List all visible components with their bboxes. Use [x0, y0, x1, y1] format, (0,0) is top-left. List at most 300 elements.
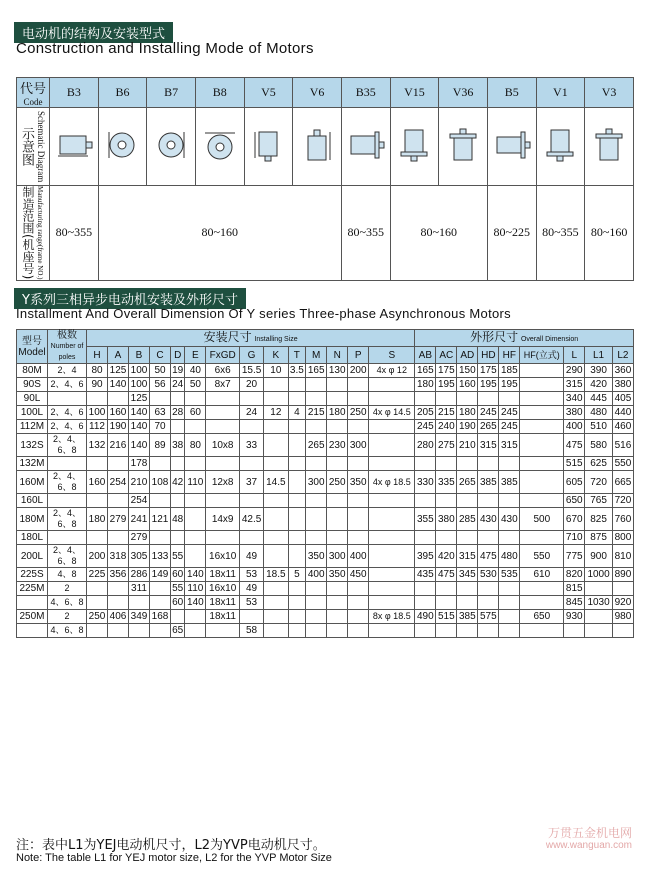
table-cell [436, 531, 457, 545]
table-cell [171, 420, 185, 434]
install-header-en: Installing Size [254, 335, 298, 343]
table-cell [348, 420, 369, 434]
table-cell: 160L [17, 494, 48, 508]
schematic-b7 [147, 108, 196, 186]
table-cell [239, 531, 263, 545]
code-b7: B7 [147, 78, 196, 108]
col-header: A [108, 347, 129, 364]
table-cell [327, 392, 348, 406]
table-cell: 980 [612, 610, 633, 624]
table-cell: 475 [564, 434, 585, 457]
table-cell [415, 531, 436, 545]
table-cell [478, 494, 499, 508]
table-cell: 24 [172, 379, 184, 390]
table-row [17, 545, 634, 568]
table-cell: 240 [436, 420, 457, 434]
table-cell: 60 [185, 406, 206, 420]
table-cell: 49 [239, 582, 263, 596]
table-cell [369, 545, 415, 568]
table-cell: 2、4、6、8 [48, 471, 87, 494]
table-cell [327, 596, 348, 610]
table-cell [306, 596, 327, 610]
table-cell: 175 [436, 364, 457, 378]
table-cell: 53 [239, 568, 263, 582]
table-cell: 350 [327, 568, 348, 582]
schematic-b6 [98, 108, 147, 186]
table-cell: 720 [585, 471, 613, 494]
table-cell [348, 494, 369, 508]
table-cell: 50 [150, 364, 171, 378]
table-cell: 480 [585, 406, 613, 420]
table-cell: 165 [306, 364, 327, 378]
table-cell [520, 392, 564, 406]
table-cell: 180 [327, 406, 348, 420]
table-cell [185, 420, 206, 434]
table-cell: 815 [564, 582, 585, 596]
table-cell: 920 [612, 596, 633, 610]
table-cell [369, 457, 415, 471]
table-cell: 65 [172, 625, 184, 636]
table-cell: 6x6 [206, 364, 240, 378]
table-cell: 19 [172, 365, 184, 376]
table-cell [129, 624, 150, 638]
poles-header-en: Number of poles [50, 343, 84, 361]
table-cell: 340 [564, 392, 585, 406]
table-cell [108, 457, 129, 471]
table-cell: 200 [87, 545, 108, 568]
table-cell [87, 457, 108, 471]
table-cell: 245 [415, 420, 436, 434]
table-cell: 490 [415, 610, 436, 624]
table-cell [369, 531, 415, 545]
table-row [17, 596, 634, 610]
watermark-cn: 万贯五金机电网 [547, 826, 632, 840]
table-cell [264, 420, 288, 434]
table-cell [185, 392, 206, 406]
schematic-header-en: Schematic Diagram [36, 110, 46, 183]
table-cell: 650 [564, 494, 585, 508]
dimension-table-body [17, 364, 634, 638]
table-cell: 420 [436, 545, 457, 568]
col-header: L1 [585, 347, 613, 364]
table-cell: 160M [17, 471, 48, 494]
table-cell: 395 [415, 545, 436, 568]
table-cell [612, 624, 633, 638]
table-row [17, 494, 634, 508]
table-cell [520, 364, 564, 378]
table-cell: 132S [17, 434, 48, 457]
table-cell: 60 [172, 597, 184, 608]
table-cell: 18.5 [264, 568, 288, 582]
table-cell: 180 [87, 508, 108, 531]
table-cell [436, 392, 457, 406]
table-cell [264, 582, 288, 596]
table-cell [108, 624, 129, 638]
table-cell: 510 [585, 420, 613, 434]
table-cell [369, 582, 415, 596]
table-cell [306, 378, 327, 392]
table-cell: 385 [499, 471, 520, 494]
table-cell: 311 [129, 582, 150, 596]
table-cell: 380 [436, 508, 457, 531]
table-cell: 665 [612, 471, 633, 494]
table-cell: 20 [239, 378, 263, 392]
table-cell [478, 457, 499, 471]
code-v6: V6 [293, 78, 342, 108]
table-cell [87, 596, 108, 610]
table-cell: 760 [612, 508, 633, 531]
table-cell: 318 [108, 545, 129, 568]
table-cell [478, 624, 499, 638]
schematic-b35 [341, 108, 390, 186]
table-cell: 210 [457, 434, 478, 457]
table-cell [288, 610, 306, 624]
table-cell: 4、6、8 [48, 596, 87, 610]
table-cell: 650 [520, 610, 564, 624]
table-cell: 430 [478, 508, 499, 531]
table-cell: 315 [499, 434, 520, 457]
table-cell [369, 420, 415, 434]
table-cell [264, 494, 288, 508]
table-cell [436, 624, 457, 638]
table-cell: 315 [457, 545, 478, 568]
table-cell: 55 [171, 545, 185, 568]
col-header: D [171, 347, 185, 364]
table-cell [129, 596, 150, 610]
table-cell [457, 596, 478, 610]
model-header-cn: 型号 [22, 335, 42, 347]
table-cell [585, 610, 613, 624]
table-cell: 100 [87, 406, 108, 420]
code-v15: V15 [390, 78, 439, 108]
table-cell: 350 [348, 471, 369, 494]
table-cell [457, 624, 478, 638]
table-cell: 450 [348, 568, 369, 582]
table-cell: 515 [436, 610, 457, 624]
col-header: HF [499, 347, 520, 364]
table-cell: 4 [288, 406, 306, 420]
table-cell: 190 [457, 420, 478, 434]
table-cell [288, 531, 306, 545]
table-cell: 875 [585, 531, 613, 545]
table-cell: 205 [415, 406, 436, 420]
table-cell: 2、4 [48, 364, 87, 378]
table-cell [185, 508, 206, 531]
table-cell [185, 531, 206, 545]
table-cell: 440 [612, 406, 633, 420]
table-cell [206, 494, 240, 508]
schematic-v36 [439, 108, 488, 186]
table-cell: 265 [306, 434, 327, 457]
table-cell: 315 [564, 378, 585, 392]
table-cell: 820 [564, 568, 585, 582]
table-cell: 3.5 [289, 365, 304, 376]
table-cell: 140 [129, 406, 150, 420]
table-cell: 140 [185, 568, 206, 582]
section2-subtitle: Installment And Overall Dimension Of Y series Three-phase Asynchronous Motors [16, 306, 511, 321]
table-cell [564, 624, 585, 638]
table-cell [264, 610, 288, 624]
table-cell: 48 [171, 508, 185, 531]
table-cell [306, 457, 327, 471]
table-cell: 1030 [585, 596, 613, 610]
table-cell: 400 [564, 420, 585, 434]
table-cell [206, 392, 240, 406]
table-cell [288, 494, 306, 508]
table-row [17, 434, 634, 457]
table-cell [17, 624, 48, 638]
schematic-v3 [585, 108, 634, 186]
table-cell [171, 392, 185, 406]
table-cell: 245 [499, 406, 520, 420]
table-cell [48, 494, 87, 508]
table-cell [306, 392, 327, 406]
table-cell: 4x φ 12 [369, 364, 415, 378]
table-cell: 200 [348, 364, 369, 378]
table-cell: 210 [129, 471, 150, 494]
table-cell: 2、4、6 [48, 406, 87, 420]
table-cell: 37 [239, 471, 263, 494]
table-cell [499, 596, 520, 610]
watermark-url: www.wanguan.com [545, 840, 632, 851]
table-cell: 580 [585, 434, 613, 457]
table-cell [264, 434, 288, 457]
table-cell: 5 [288, 568, 306, 582]
table-cell: 825 [585, 508, 613, 531]
table-cell: 535 [499, 568, 520, 582]
table-cell: 385 [478, 471, 499, 494]
table-cell: 180L [17, 531, 48, 545]
table-cell [436, 582, 457, 596]
table-cell [264, 378, 288, 392]
code-b5: B5 [487, 78, 536, 108]
table-cell: 550 [520, 545, 564, 568]
table-cell [415, 582, 436, 596]
table-cell: 180 [415, 378, 436, 392]
table-cell: 380 [612, 378, 633, 392]
dimension-table [16, 329, 634, 638]
table-cell [306, 508, 327, 531]
table-cell [239, 457, 263, 471]
range-header-en: Manufacturing range(frame NO.) [36, 186, 44, 280]
table-cell [108, 392, 129, 406]
model-header-en: Model [18, 346, 46, 358]
table-cell: 112M [17, 420, 48, 434]
table-cell: 625 [585, 457, 613, 471]
col-header: S [369, 347, 415, 364]
table-cell [264, 545, 288, 568]
table-cell [206, 624, 240, 638]
table-cell [150, 494, 171, 508]
table-cell [185, 610, 206, 624]
table-cell [185, 494, 206, 508]
table-cell: 33 [239, 434, 263, 457]
table-cell [520, 582, 564, 596]
table-cell [108, 582, 129, 596]
table-cell [264, 508, 288, 531]
table-row [17, 508, 634, 531]
table-cell [369, 378, 415, 392]
table-cell: 349 [129, 610, 150, 624]
table-cell: 406 [108, 610, 129, 624]
table-cell: 133 [150, 545, 171, 568]
table-cell: 435 [415, 568, 436, 582]
schematic-b5 [487, 108, 536, 186]
table-cell: 42.5 [239, 508, 263, 531]
table-cell: 250 [87, 610, 108, 624]
table-cell [327, 508, 348, 531]
table-cell [185, 624, 206, 638]
table-cell [288, 392, 306, 406]
table-cell [520, 420, 564, 434]
table-cell [306, 610, 327, 624]
table-cell: 335 [436, 471, 457, 494]
table-cell: 530 [478, 568, 499, 582]
table-cell [478, 582, 499, 596]
table-cell: 63 [150, 406, 171, 420]
table-cell [499, 531, 520, 545]
section1-banner: 电动机的结构及安装型式 [14, 22, 173, 43]
table-cell: 10 [264, 364, 288, 378]
table-cell: 305 [129, 545, 150, 568]
table-cell [348, 378, 369, 392]
table-cell [499, 392, 520, 406]
table-cell: 185 [499, 364, 520, 378]
table-cell: 24 [239, 406, 263, 420]
table-cell: 515 [564, 457, 585, 471]
table-cell [288, 434, 306, 457]
table-cell: 108 [150, 471, 171, 494]
poles-header [48, 330, 87, 364]
table-cell: 445 [585, 392, 613, 406]
table-cell: 100L [17, 406, 48, 420]
table-cell: 245 [478, 406, 499, 420]
table-cell [327, 610, 348, 624]
col-header: AD [457, 347, 478, 364]
code-header [17, 78, 50, 108]
table-cell: 420 [585, 378, 613, 392]
table-cell [520, 406, 564, 420]
range-b5: 80~225 [487, 186, 536, 281]
table-row [17, 378, 634, 392]
table-cell [585, 624, 613, 638]
table-cell [108, 531, 129, 545]
table-cell [520, 378, 564, 392]
table-cell [150, 596, 171, 610]
table-cell [150, 624, 171, 638]
table-cell [520, 434, 564, 457]
table-cell [48, 457, 87, 471]
table-cell: 110 [185, 471, 206, 494]
table-cell [327, 457, 348, 471]
range-b3: 80~355 [50, 186, 99, 281]
table-cell [348, 457, 369, 471]
table-cell: 460 [612, 420, 633, 434]
column-header-row [17, 347, 634, 364]
table-cell: 265 [457, 471, 478, 494]
table-row [17, 457, 634, 471]
table-cell [369, 624, 415, 638]
table-cell [87, 392, 108, 406]
table-cell: 930 [564, 610, 585, 624]
table-cell: 4、8 [48, 568, 87, 582]
table-cell: 300 [306, 471, 327, 494]
overall-header [415, 330, 634, 347]
table-cell [264, 624, 288, 638]
col-header: P [348, 347, 369, 364]
table-cell: 50 [185, 378, 206, 392]
schematic-header-cn: 示意图 [19, 126, 34, 166]
table-cell [150, 531, 171, 545]
table-cell: 15.5 [239, 364, 263, 378]
table-cell: 225M [17, 582, 48, 596]
table-cell: 290 [564, 364, 585, 378]
table-cell [520, 531, 564, 545]
table-cell: 175 [478, 364, 499, 378]
table-cell [348, 624, 369, 638]
table-cell [457, 531, 478, 545]
col-header: T [288, 347, 306, 364]
table-cell [239, 420, 263, 434]
table-cell: 160 [108, 406, 129, 420]
table-cell: 140 [108, 378, 129, 392]
table-cell [327, 582, 348, 596]
table-cell: 405 [612, 392, 633, 406]
table-cell: 4x φ 18.5 [369, 471, 415, 494]
table-cell [306, 531, 327, 545]
table-cell: 53 [239, 596, 263, 610]
section1-subtitle: Construction and Installing Mode of Motors [16, 40, 314, 57]
range-b6-v6: 80~160 [98, 186, 341, 281]
col-header: FxGD [206, 347, 240, 364]
table-cell: 500 [520, 508, 564, 531]
table-cell: 178 [129, 457, 150, 471]
table-cell: 475 [436, 568, 457, 582]
schematic-b3 [50, 108, 99, 186]
table-cell: 121 [150, 508, 171, 531]
table-cell: 89 [150, 434, 171, 457]
table-cell: 160 [87, 471, 108, 494]
table-cell: 132 [87, 434, 108, 457]
table-cell: 356 [108, 568, 129, 582]
table-cell: 60 [172, 569, 184, 580]
note-cn: 注：表中L1为YEJ电动机尺寸，L2为YVP电动机尺寸。 [16, 838, 326, 853]
table-cell [288, 545, 306, 568]
col-header: G [239, 347, 263, 364]
table-cell: 2、4、6 [48, 378, 87, 392]
table-cell [171, 494, 185, 508]
col-header: K [264, 347, 288, 364]
range-v3: 80~160 [585, 186, 634, 281]
code-v5: V5 [244, 78, 293, 108]
table-cell: 230 [327, 434, 348, 457]
table-cell [327, 494, 348, 508]
table-cell: 125 [129, 392, 150, 406]
table-cell [436, 494, 457, 508]
col-header: L [564, 347, 585, 364]
table-cell: 12 [264, 406, 288, 420]
note-en: Note: The table L1 for YEJ motor size, L2 for the YVP Motor Size [16, 852, 332, 864]
table-cell: 80M [17, 364, 48, 378]
col-header: HF(立式) [520, 347, 564, 364]
table-cell: 132M [17, 457, 48, 471]
table-cell: 225S [17, 568, 48, 582]
schematic-header [17, 108, 50, 186]
table-cell [415, 457, 436, 471]
range-header-cn: 制造范围(机座号) [21, 186, 35, 280]
table-cell [288, 582, 306, 596]
table-cell [436, 457, 457, 471]
